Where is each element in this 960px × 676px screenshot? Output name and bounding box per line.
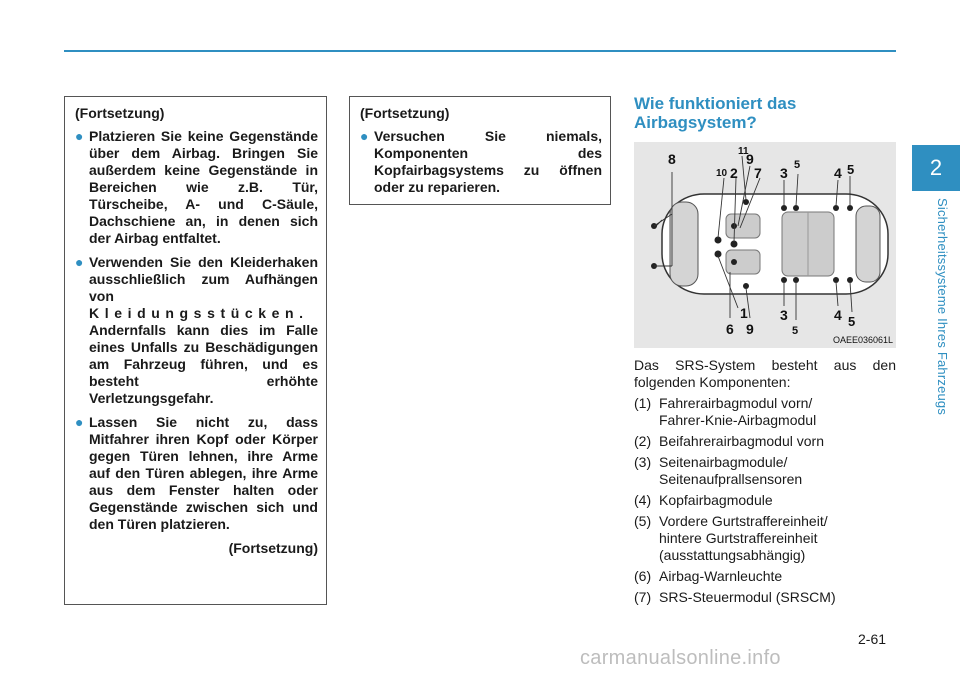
bullet-text-part: Verwenden Sie den Kleiderhaken ausschließlich zum Aufhängen von	[89, 254, 318, 304]
component-number: (1)	[634, 395, 652, 411]
module-dot	[731, 259, 737, 265]
page-number: 2-61	[858, 631, 887, 647]
component-line: hintere Gurtstraffereinheit	[659, 530, 818, 546]
figure-label: 9	[746, 321, 754, 337]
bullet-item	[360, 128, 602, 196]
component-line: Fahrer-Knie-Airbagmodul	[659, 412, 817, 428]
figure-label: 8	[668, 151, 676, 167]
bullet-text-spaced: Kleidungsstücken.	[89, 305, 309, 321]
intro-text: Das SRS-System besteht aus den folgenden Komponenten:	[634, 357, 896, 390]
component-item	[634, 454, 896, 488]
figure-label: 5	[848, 314, 856, 329]
section-heading: Wie funktioniert das Airbagsystem?	[634, 94, 797, 132]
figure-label: 4	[834, 307, 842, 323]
bullet-icon: ●	[360, 128, 369, 144]
component-line: Fahrerairbagmodul vorn/	[659, 395, 813, 411]
warning-box-continued	[64, 96, 327, 605]
continued-label: (Fortsetzung)	[360, 105, 450, 121]
windshield	[670, 202, 698, 286]
figure-label: 10	[716, 168, 728, 179]
component-item	[634, 513, 896, 564]
bullet-text: Lassen Sie nicht zu, dass Mitfahrer ihren Kopf oder Körper gegen Türen lehnen, ihre Arme auf den Türen ablegen, ihre Arme aus dem Fenster halten oder Gegenstände zwischen sich und den Türen platzieren.	[89, 414, 318, 532]
component-number: (6)	[634, 568, 652, 584]
component-text	[659, 589, 896, 606]
component-text	[659, 492, 896, 509]
figure-label: 2	[730, 165, 738, 181]
component-item	[634, 395, 896, 429]
figure-code: OAEE036061L	[832, 335, 893, 345]
continued-label: (Fortsetzung)	[75, 105, 165, 121]
figure-label: 9	[746, 151, 754, 167]
figure-label: 4	[834, 165, 842, 181]
component-line: Vordere Gurtstraffereinheit/	[659, 513, 828, 529]
component-item	[634, 492, 896, 509]
component-number: (5)	[634, 513, 652, 529]
component-list	[634, 395, 896, 606]
component-number: (7)	[634, 589, 652, 605]
component-text	[659, 433, 896, 450]
figure-label: 3	[780, 307, 788, 323]
bullet-icon: ●	[75, 414, 84, 430]
figure-label: 5	[794, 159, 801, 171]
chapter-title: Sicherheitssysteme Ihres Fahrzeugs	[935, 198, 950, 416]
figure-label: 5	[792, 325, 799, 337]
bullet-text	[89, 254, 318, 407]
component-description	[634, 357, 896, 610]
chapter-tab: 2	[912, 145, 960, 191]
figure-label: 5	[847, 162, 855, 177]
component-item	[634, 433, 896, 450]
component-line: Seitenaufprallsensoren	[659, 471, 803, 487]
bullet-item	[75, 128, 318, 247]
bullet-item	[75, 414, 318, 533]
figure-label: 3	[780, 165, 788, 181]
bullet-text: Versuchen Sie niemals, Komponenten des Kopfairbagsystems zu öffnen oder zu reparieren.	[374, 128, 602, 195]
airbag-system-figure	[634, 142, 896, 348]
component-text	[659, 513, 896, 564]
component-line: Airbag-Warnleuchte	[659, 568, 783, 584]
figure-label: 7	[754, 165, 762, 181]
component-line: SRS-Steuermodul (SRSCM)	[659, 589, 836, 605]
bullet-item	[75, 254, 318, 407]
bullet-icon: ●	[75, 128, 84, 144]
component-number: (4)	[634, 492, 652, 508]
component-number: (2)	[634, 433, 652, 449]
figure-label: 1	[740, 305, 748, 321]
rear-window	[856, 206, 880, 282]
component-number: (3)	[634, 454, 652, 470]
component-line: Kopfairbagmodule	[659, 492, 773, 508]
top-rule	[64, 50, 896, 52]
bullet-icon: ●	[75, 254, 84, 270]
car-top-view-illustration	[634, 142, 896, 348]
component-text	[659, 454, 896, 488]
watermark: carmanualsonline.info	[580, 647, 781, 669]
bullet-text: Platzieren Sie keine Gegenstände über dem Airbag. Bringen Sie außerdem keine Gegenstände in Bereichen wie z.B. Tür, Türscheibe, A- und C-Säule, Dachschiene an, in denen sich der Airbag entfaltet.	[89, 128, 318, 246]
component-line: Seitenairbagmodule/	[659, 454, 788, 470]
component-text	[659, 568, 896, 585]
figure-label: 6	[726, 321, 734, 337]
component-item	[634, 589, 896, 606]
component-line: (ausstattungsabhängig)	[659, 547, 806, 563]
component-item	[634, 568, 896, 585]
figure-label: 11	[738, 146, 749, 157]
component-line: Beifahrerairbagmodul vorn	[659, 433, 824, 449]
warning-box-head-airbag	[349, 96, 611, 205]
component-text	[659, 395, 896, 429]
bullet-text-part: Andernfalls kann dies im Falle eines Unfalls zu Beschädigungen am Fahrzeug führen, und es besteht erhöhte Verletzungsgefahr.	[89, 322, 318, 406]
continued-end-label: (Fortsetzung)	[228, 540, 318, 556]
